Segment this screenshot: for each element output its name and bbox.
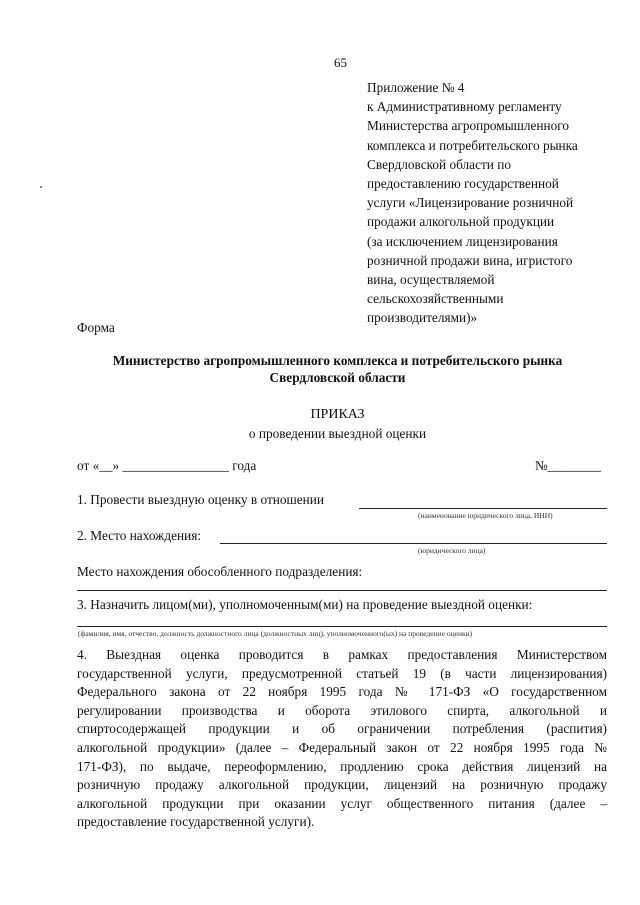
appendix-line: Свердловской области по xyxy=(367,156,512,172)
form-label: Форма xyxy=(77,320,115,335)
ministry-heading xyxy=(60,352,615,386)
appendix-line: Министерства агропромышленного xyxy=(367,118,570,134)
order-title: ПРИКАЗ xyxy=(310,407,365,422)
appendix-line: продажи алкогольной продукции xyxy=(367,214,555,230)
item4-line: Федерального закона от 22 ноября 1995 года № 171-ФЗ «О государственном xyxy=(77,684,607,700)
appendix-line: Приложение № 4 xyxy=(367,80,465,95)
item2-caption: (юридического лица) xyxy=(418,546,486,555)
item1-label: 1. Провести выездную оценку в отношении xyxy=(77,492,325,507)
ministry-heading-line: Свердловской области xyxy=(269,370,406,385)
page-number: 65 xyxy=(334,55,347,70)
item2-label: 2. Место нахождения: xyxy=(77,528,202,543)
appendix-line: услуги «Лицензирование розничной xyxy=(367,195,574,211)
appendix-line: производителями)» xyxy=(367,310,478,326)
appendix-header xyxy=(367,78,612,328)
item4-line: предоставление государственной услуги). xyxy=(77,814,315,830)
item1-caption: (наименование юридического лица, ИНН) xyxy=(418,511,553,520)
item3-caption: (фамилия, имя, отчество, должность должностного лица (должностных лиц), уполномоченного(ых) на проведение оценки) xyxy=(78,629,473,638)
appendix-line: комплекса и потребительского рынка xyxy=(367,137,578,153)
item4-line: розничную продажу алкогольной продукции, лицензий на розничную продажу xyxy=(77,777,607,793)
branch-location-fill-line xyxy=(77,590,607,591)
appendix-line: вина, осуществляемой xyxy=(367,272,495,288)
appendix-line: к Административному регламенту xyxy=(367,99,562,115)
appendix-line: сельскохозяйственными xyxy=(367,291,504,307)
order-number-field: №________ xyxy=(535,458,601,473)
item3-fill-line xyxy=(77,626,607,627)
item4-line: алкогольной продукции» (далее – Федеральный закон от 22 ноября 1995 года № xyxy=(77,739,607,755)
appendix-line: (за исключением лицензирования xyxy=(367,233,558,249)
item4-line: алкогольной продукции при оказании услуг общественного питания (далее – xyxy=(77,795,607,811)
item2-fill-line xyxy=(220,543,607,544)
item4-line: регулировании производства и оборота этилового спирта, алкогольной и xyxy=(77,702,607,718)
appendix-line: розничной продажи вина, игристого xyxy=(367,252,573,268)
scan-speck xyxy=(40,186,42,188)
item1-fill-line xyxy=(359,508,607,509)
appendix-line: предоставлению государственной xyxy=(367,176,559,192)
item4-line: спиртосодержащей продукции и об ограничении потребления (распития) xyxy=(77,721,607,737)
branch-location-label: Место нахождения обособленного подразделения: xyxy=(77,564,363,579)
item3-label: 3. Назначить лицом(ми), уполномоченным(ми) на проведение выездной оценки: xyxy=(77,597,533,612)
item4-paragraph xyxy=(77,646,607,832)
item4-line: 171-ФЗ), по выдаче, переоформлению, продлению срока действия лицензий на xyxy=(77,758,607,774)
order-date-field: от «__» ________________ года xyxy=(77,458,257,473)
item4-line: государственной услуги, предусмотренной статьей 19 (в части лицензирования) xyxy=(77,665,607,681)
order-subtitle: о проведении выездной оценки xyxy=(248,426,427,441)
item4-line: 4. Выездная оценка проводится в рамках предоставления Министерством xyxy=(77,647,607,662)
ministry-heading-line: Министерство агропромышленного комплекса и потребительского рынка xyxy=(112,353,563,368)
